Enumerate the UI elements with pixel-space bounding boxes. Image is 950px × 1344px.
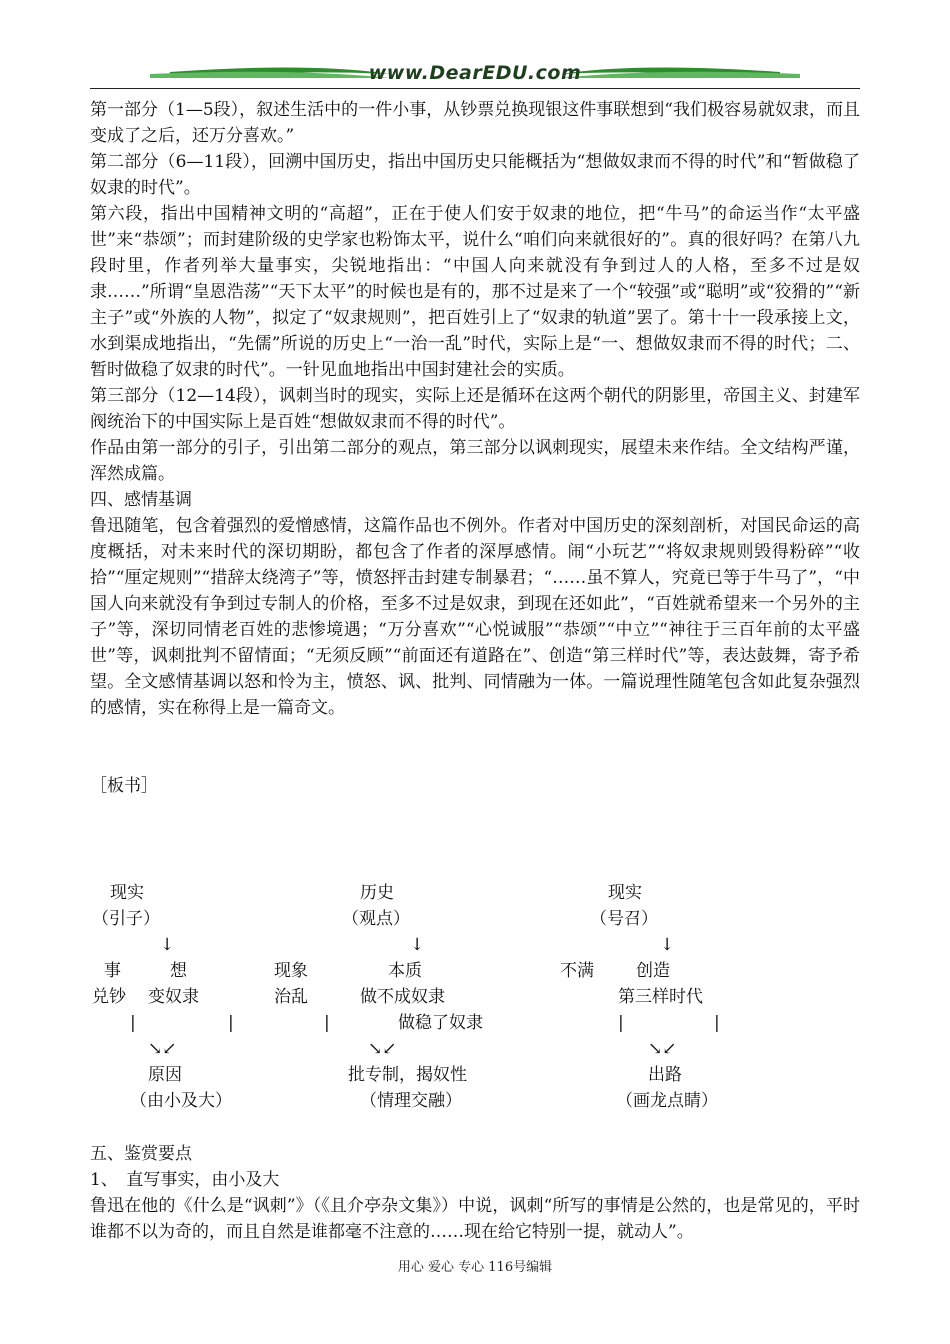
section-heading: 五、鉴赏要点 [90,1144,192,1164]
paragraph: 鲁迅在他的《什么是“讽刺”》（《且介亭杂文集》）中说，讽刺“所写的事情是公然的，也是常见的，平时谁都不以为奇的，而且自然是谁都毫不注意的……现在给它特别一提，就动人”。 [90,1196,860,1242]
site-header [90,58,860,90]
diagram-col1-head: 现实 [110,883,144,903]
board-title: ［板书］ [90,776,158,796]
diagram-col3-result: 出路 [648,1065,682,1085]
diagram-col2-b3: 做稳了奴隶 [398,1013,483,1033]
paragraph: 第一部分（1—5段），叙述生活中的一件小事，从钞票兑换现银这件事联想到“我们极容易就奴隶，而且变成了之后，还万分喜欢。” [90,100,860,146]
section-heading: 四、感情基调 [90,490,192,510]
diagram-col1-sub: （引子） [92,909,160,929]
paragraph: 作品由第一部分的引子，引出第二部分的观点，第三部分以讽刺现实，展望未来作结。全文结构严谨，浑然成篇。 [90,438,860,484]
diagram-merge-arrows-icon: ↘↙ [148,1039,177,1059]
diagram-arrow-down-icon: ↓ [660,935,675,955]
diagram-col3-a1: 不满 [560,961,594,981]
diagram-col2-sub: （观点） [342,909,410,929]
diagram-col2-b1: 本质 [388,961,422,981]
diagram-col2-a1: 现象 [274,961,308,981]
diagram-col1-bar-right: | [228,1013,234,1033]
diagram-col1-b1: 想 [170,961,187,981]
paragraph: 鲁迅随笔，包含着强烈的爱憎感情，这篇作品也不例外。作者对中国历史的深刻剖析，对国民命运的高度概括，对未来时代的深切期盼，都包含了作者的深厚感情。闹“小玩艺”“将奴隶规则毁得粉碎”“收拾”“厘定规则”“措辞太绕湾子”等，愤怒抨击封建专制暴君；“……虽不算人，究竟已等于牛马了”，“中国人向来就没有争到过专制人的价格，至多不过是奴隶，到现在还如此”，“百姓就希望来一个另外的主子”等，深切同情老百姓的悲惨境遇；“万分喜欢”“心悦诚服”“恭颂”“中立”“神往于三百年前的太平盛世”等，讽刺批判不留情面；“无须反顾”“前面还有道路在”、创造“第三样时代”等，表达鼓舞，寄予希望。全文感情基调以怒和怜为主，愤怒、讽、批判、同情融为一体。一篇说理性随笔包含如此复杂强烈的感情，实在称得上是一篇奇文。 [90,516,860,718]
paragraph: 第二部分（6—11段），回溯中国历史，指出中国历史只能概括为“想做奴隶而不得的时代”和“暂做稳了奴隶的时代”。 [90,152,860,198]
diagram-merge-arrows-icon: ↘↙ [648,1039,677,1059]
diagram-arrow-down-icon: ↓ [160,935,175,955]
appreciation-section [90,1141,860,1245]
site-logo[interactable]: www.DearEDU.com [368,62,582,84]
diagram-arrow-down-icon: ↓ [410,935,425,955]
diagram-col2-bar: | [324,1013,330,1033]
diagram-col3-bar-left: | [618,1013,624,1033]
header-divider [90,88,860,89]
diagram-col2-head: 历史 [360,883,394,903]
blackboard-diagram [90,880,860,1120]
diagram-col3-head: 现实 [608,883,642,903]
paragraph: 第三部分（12—14段），讽刺当时的现实，实际上还是循环在这两个朝代的阴影里，帝国主义、封建军阀统治下的中国实际上是百姓“想做奴隶而不得的时代”。 [90,386,860,432]
diagram-col1-bar-left: | [130,1013,136,1033]
diagram-col3-note: （画龙点睛） [616,1091,718,1111]
diagram-col1-result: 原因 [148,1065,182,1085]
diagram-col3-bar-right: | [714,1013,720,1033]
diagram-col1-a1: 事 [104,961,121,981]
diagram-col2-a2: 治乱 [274,987,308,1007]
paragraph: 第六段，指出中国精神文明的“高超”，正在于使人们安于奴隶的地位，把“牛马”的命运当作“太平盛世”来“恭颂”；而封建阶级的史学家也粉饰太平，说什么“咱们向来就很好的”。真的很好吗？在第八九段时里，作者列举大量事实，尖锐地指出：“中国人向来就没有争到过人的人格，至多不过是奴隶……”所谓“皇恩浩荡”“天下太平”的时候也是有的，那不过是来了一个“较强”或“聪明”或“狡猾的”“新主子”或“外族的人物”，拟定了“奴隶规则”，把百姓引上了“奴隶的轨道”罢了。第十十一段承接上文，水到渠成地指出，“先儒”所说的历史上“一治一乱”时代，实际上是“一、想做奴隶而不得的时代；二、暂时做稳了奴隶的时代”。一针见血地指出中国封建社会的实质。 [90,204,860,380]
diagram-col1-note: （由小及大） [130,1091,232,1111]
diagram-col3-b2: 第三样时代 [618,987,703,1007]
diagram-col1-a2: 兑钞 [92,987,126,1007]
diagram-col3-b1: 创造 [636,961,670,981]
diagram-col2-note: （情理交融） [360,1091,462,1111]
document-body [90,97,860,799]
diagram-col1-b2: 变奴隶 [148,987,199,1007]
page-footer: 用心 爱心 专心 116号编辑 [397,1260,553,1275]
diagram-merge-arrows-icon: ↘↙ [368,1039,397,1059]
diagram-col3-sub: （号召） [590,909,658,929]
diagram-col2-result: 批专制，揭奴性 [348,1065,467,1085]
diagram-col2-b2: 做不成奴隶 [360,987,445,1007]
subheading: 1、 直写事实，由小及大 [90,1170,280,1190]
